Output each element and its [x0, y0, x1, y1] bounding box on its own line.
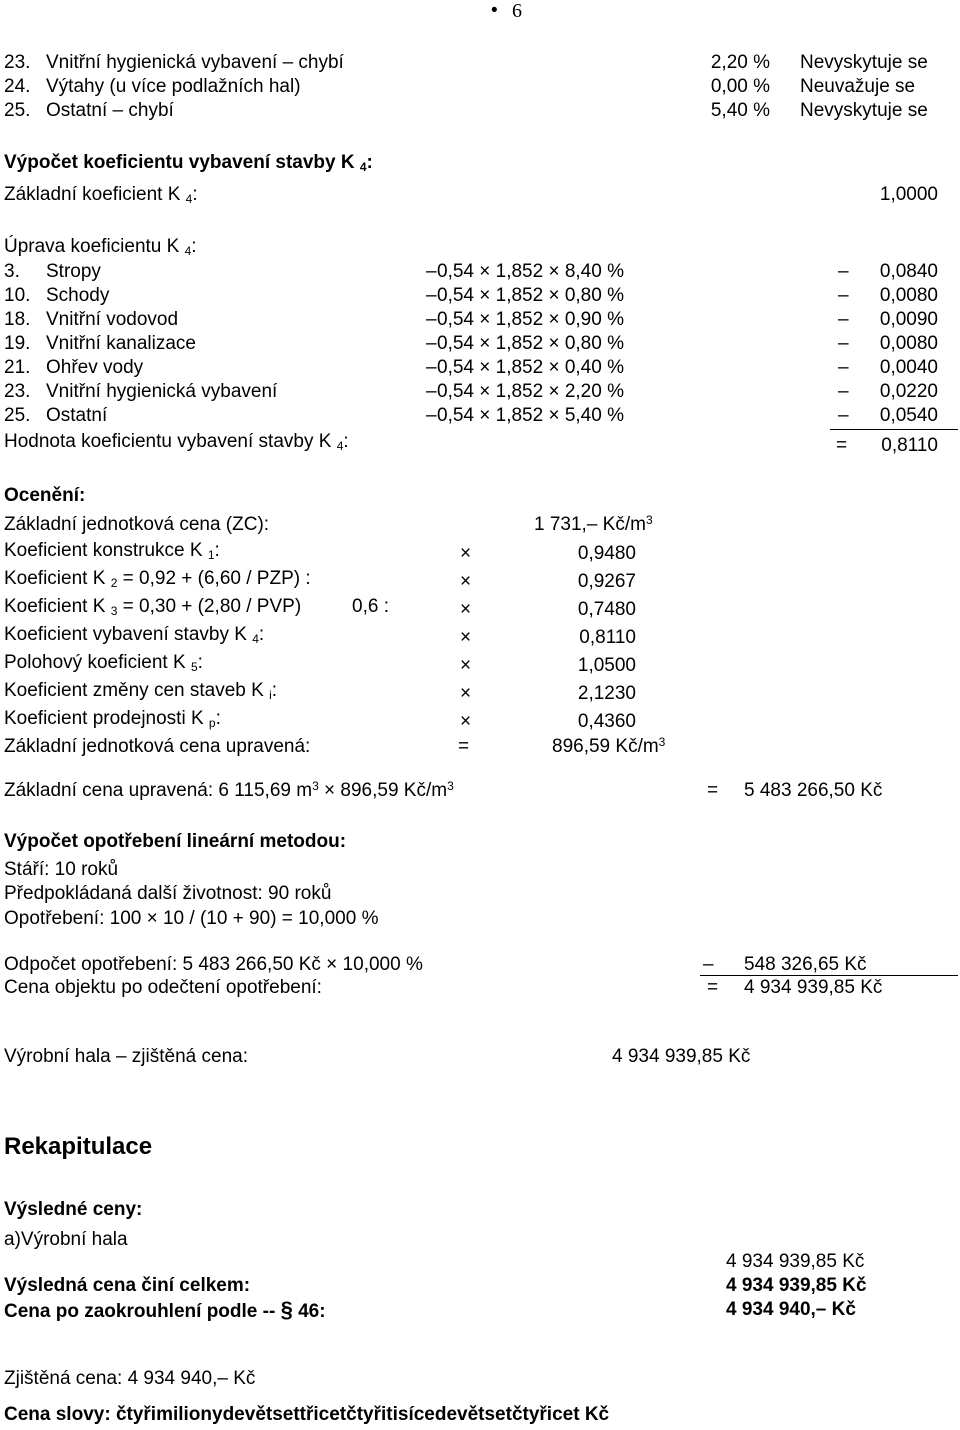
coef-value: 0,7480	[577, 599, 636, 620]
after-eq: =	[707, 977, 719, 998]
k4-row-result: 0,0220	[879, 381, 938, 402]
recap-rounded-value: 4 934 940,– Kč	[726, 1299, 856, 1320]
base-price-value: 5 483 266,50 Kč	[744, 780, 883, 801]
coef-label: Polohový koeficient K $_5$:	[4, 652, 203, 674]
coef-value: 0,9480	[577, 543, 636, 564]
top-item-no: 24.	[4, 76, 31, 97]
k4-row-no: 19.	[4, 333, 31, 354]
k4-row-minus: –	[838, 285, 849, 306]
k4-total-label: Hodnota koeficientu vybavení stavby K $_4$:	[4, 431, 349, 453]
top-item-pct: 2,20 %	[710, 52, 770, 73]
k4-row-result: 0,0090	[879, 309, 938, 330]
adjusted-value: 896,59 $Kč/m^3$	[552, 735, 666, 757]
coef-label: Koeficient změny cen staveb K $_i$:	[4, 680, 278, 702]
adjusted-label: Základní jednotková cena upravená:	[4, 736, 311, 757]
k4-row-calc: 0,54 × 1,852 × 0,80 %	[437, 285, 624, 306]
k4-row-minus: –	[838, 333, 849, 354]
k4-row-sign: –	[426, 405, 437, 426]
top-item-pct: 0,00 %	[710, 76, 770, 97]
k4-row-no: 18.	[4, 309, 31, 330]
k4-row-minus: –	[838, 381, 849, 402]
times-icon: ×	[460, 599, 472, 620]
results-heading: Výsledné ceny:	[4, 1199, 143, 1220]
times-icon: ×	[460, 711, 472, 732]
coef-label: Koeficient K $_2$ = 0,92 + (6,60 / PZP) :	[4, 568, 311, 590]
k4-base-value: 1,0000	[879, 184, 938, 205]
coef-extra: 0,6 :	[352, 596, 389, 617]
depreciation-heading: Výpočet opotřebení lineární metodou:	[4, 831, 347, 852]
k4-row-name: Stropy	[46, 261, 101, 282]
k4-row-name: Vnitřní kanalizace	[46, 333, 196, 354]
hall-value: 4 934 939,85 Kč	[612, 1046, 751, 1067]
times-icon: ×	[460, 655, 472, 676]
coef-value: 0,4360	[577, 711, 636, 732]
top-item-status: Nevyskytuje se	[800, 100, 928, 121]
recap-total-value: 4 934 939,85 Kč	[726, 1275, 867, 1296]
k4-row-result: 0,0080	[879, 285, 938, 306]
recap-rounded-label: Cena po zaokrouhlení podle -- § 46:	[4, 1297, 326, 1322]
after-label: Cena objektu po odečtení opotřebení:	[4, 977, 322, 998]
top-item-name: Vnitřní hygienická vybavení – chybí	[46, 52, 344, 73]
k4-row-name: Schody	[46, 285, 110, 306]
k4-row-no: 10.	[4, 285, 31, 306]
recap-item-value: 4 934 939,85 Kč	[726, 1251, 865, 1272]
k4-row-calc: 0,54 × 1,852 × 0,90 %	[437, 309, 624, 330]
k4-base-label: Základní koeficient K $_4$:	[4, 184, 198, 206]
k4-row-calc: 0,54 × 1,852 × 0,80 %	[437, 333, 624, 354]
deduct-value: 548 326,65 Kč	[744, 954, 867, 975]
k4-heading: Výpočet koeficientu vybavení stavby K $_4$:	[4, 152, 373, 174]
coef-label: Koeficient K $_3$ = 0,30 + (2,80 / PVP)	[4, 596, 302, 618]
coef-value: 2,1230	[577, 683, 636, 704]
top-item-name: Výtahy (u více podlažních hal)	[46, 76, 301, 97]
top-item-name: Ostatní – chybí	[46, 100, 174, 121]
price-in-words: Cena slovy: čtyřimilionydevětsettřicetčtyřitisícedevětsetčtyřicet Kč	[4, 1404, 610, 1425]
k4-row-no: 3.	[4, 261, 20, 282]
coef-value: 0,8110	[579, 627, 636, 648]
k4-row-name: Vnitřní vodovod	[46, 309, 179, 330]
k4-row-minus: –	[838, 405, 849, 426]
page-number: 6	[512, 0, 522, 22]
top-item-status: Nevyskytuje se	[800, 52, 928, 73]
k4-row-sign: –	[426, 309, 437, 330]
k4-row-name: Ohřev vody	[46, 357, 144, 378]
top-item-no: 23.	[4, 52, 31, 73]
times-icon: ×	[460, 627, 472, 648]
depreciation-wear: Opotřebení: 100 × 10 / (10 + 90) = 10,000 %	[4, 908, 379, 929]
times-icon: ×	[460, 571, 472, 592]
sum-rule	[830, 429, 958, 430]
section-icon: §	[280, 1297, 293, 1322]
oceneni-base-label: Základní jednotková cena (ZC):	[4, 514, 270, 535]
times-icon: ×	[460, 543, 472, 564]
recap-total-label: Výsledná cena činí celkem:	[4, 1275, 251, 1296]
base-price-eq: =	[707, 780, 719, 801]
k4-row-sign: –	[426, 333, 437, 354]
k4-row-calc: 0,54 × 1,852 × 0,40 %	[437, 357, 624, 378]
deduct-label: Odpočet opotřebení: 5 483 266,50 Kč × 10,000 %	[4, 954, 423, 975]
k4-row-result: 0,0840	[879, 261, 938, 282]
oceneni-heading: Ocenění:	[4, 485, 86, 506]
deduct-rule	[700, 975, 958, 976]
page-bullet: •	[491, 0, 498, 21]
k4-row-no: 25.	[4, 405, 31, 426]
k4-row-minus: –	[838, 309, 849, 330]
k4-row-sign: –	[426, 261, 437, 282]
coef-label: Koeficient konstrukce K $_1$:	[4, 540, 220, 562]
k4-row-minus: –	[838, 357, 849, 378]
k4-row-name: Vnitřní hygienická vybavení	[46, 381, 278, 402]
depreciation-age: Stáří: 10 roků	[4, 859, 119, 880]
k4-row-sign: –	[426, 381, 437, 402]
k4-total-eq: =	[836, 435, 848, 456]
k4-row-name: Ostatní	[46, 405, 108, 426]
oceneni-base-value: 1 731,– $Kč/m^3$	[534, 513, 653, 535]
k4-row-result: 0,0540	[879, 405, 938, 426]
k4-row-minus: –	[838, 261, 849, 282]
top-item-pct: 5,40 %	[710, 100, 770, 121]
base-price-label: Základní cena upravená: 6 115,69 $m^3 \times 896,59$ $Kč/m^3$	[4, 779, 454, 801]
times-icon: ×	[460, 683, 472, 704]
k4-row-no: 23.	[4, 381, 31, 402]
k4-adj-label: Úprava koeficientu K $_4$:	[4, 236, 197, 258]
coef-value: 0,9267	[577, 571, 636, 592]
k4-row-calc: 0,54 × 1,852 × 2,20 %	[437, 381, 624, 402]
recap-item-label: a)Výrobní hala	[4, 1229, 128, 1250]
k4-row-sign: –	[426, 285, 437, 306]
k4-row-result: 0,0040	[879, 357, 938, 378]
k4-row-calc: 0,54 × 1,852 × 8,40 %	[437, 261, 624, 282]
after-value: 4 934 939,85 Kč	[744, 977, 883, 998]
deduct-sign: –	[703, 954, 714, 975]
depreciation-life: Předpokládaná další životnost: 90 roků	[4, 883, 332, 904]
k4-row-result: 0,0080	[879, 333, 938, 354]
recap-heading: Rekapitulace	[4, 1133, 153, 1160]
coef-label: Koeficient prodejnosti K $_p$:	[4, 708, 221, 730]
hall-label: Výrobní hala – zjištěná cena:	[4, 1046, 248, 1067]
top-item-status: Neuvažuje se	[800, 76, 916, 97]
coef-value: 1,0500	[577, 655, 636, 676]
found-price: Zjištěná cena: 4 934 940,– Kč	[4, 1368, 256, 1389]
adjusted-eq: =	[458, 736, 470, 757]
k4-total-value: 0,8110	[881, 435, 938, 456]
top-item-no: 25.	[4, 100, 31, 121]
coef-label: Koeficient vybavení stavby K $_4$:	[4, 624, 265, 646]
k4-row-sign: –	[426, 357, 437, 378]
k4-row-calc: 0,54 × 1,852 × 5,40 %	[437, 405, 624, 426]
k4-row-no: 21.	[4, 357, 31, 378]
